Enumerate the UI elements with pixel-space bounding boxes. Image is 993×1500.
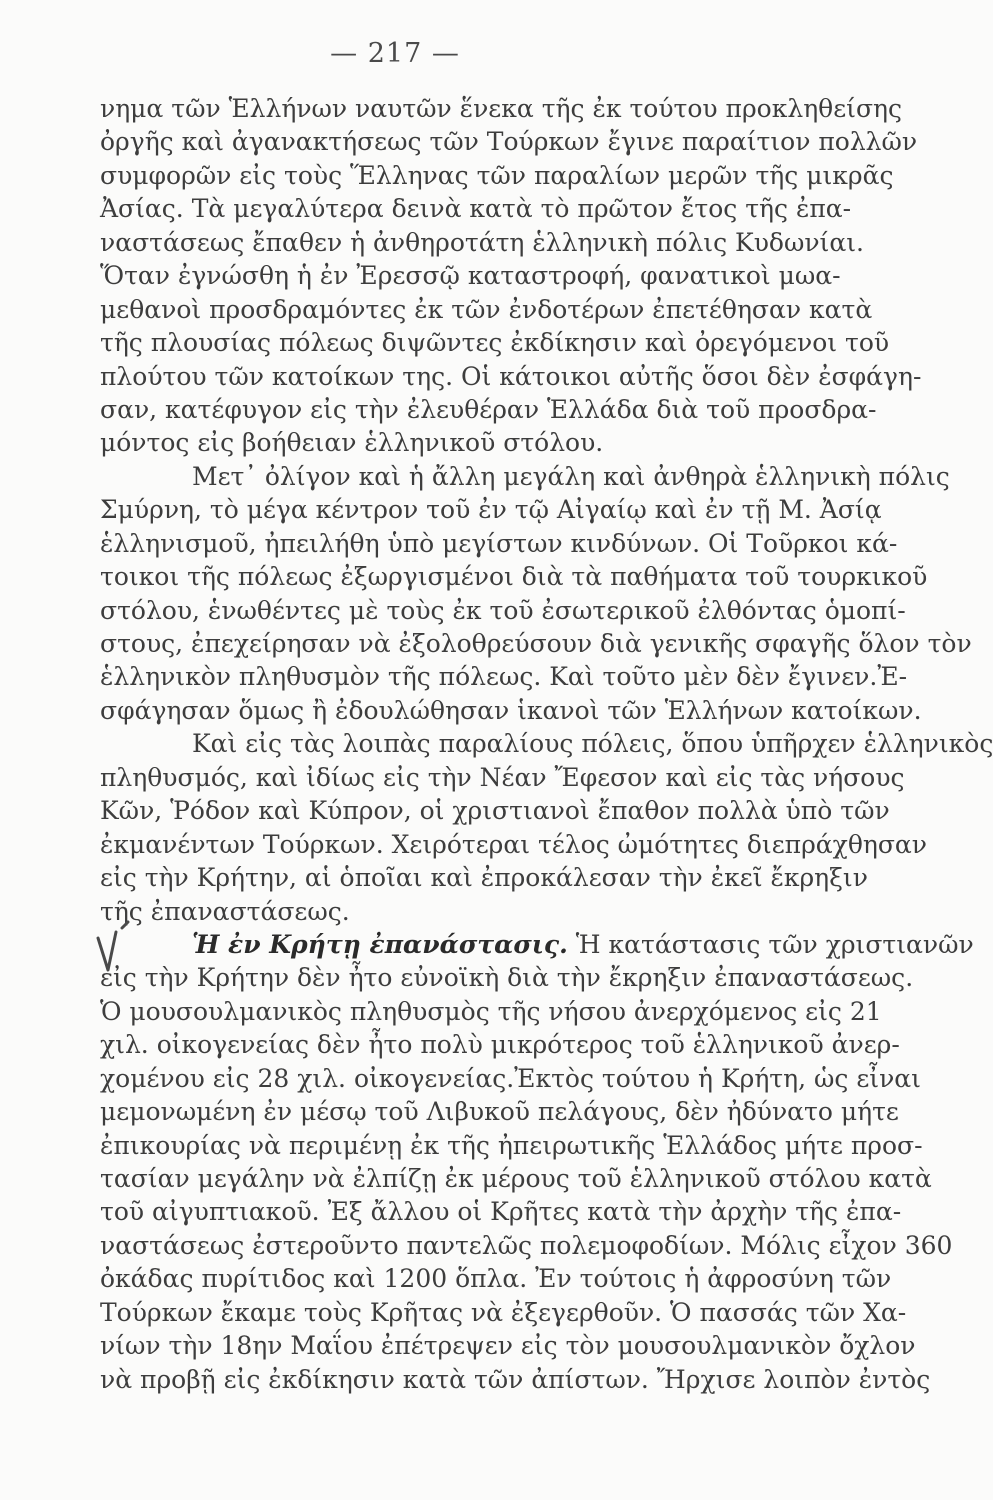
text-line: νὰ προβῇ εἰς ἐκδίκησιν κατὰ τῶν ἀπίστων. Ἤρχισε λοιπὸν ἐντὸς (100, 1364, 931, 1394)
text-line: τῆς πλουσίας πόλεως διψῶντες ἐκδίκησιν καὶ ὀρεγόμενοι τοῦ (100, 328, 890, 358)
text-line: εἰς τὴν Κρήτην, αἱ ὁποῖαι καὶ ἐπροκάλεσαν τὴν ἐκεῖ ἔκρηξιν (100, 863, 868, 893)
text-line: χιλ. οἰκογενείας δὲν ἦτο πολὺ μικρότερος τοῦ ἑλληνικοῦ ἀνερ- (100, 1030, 900, 1060)
text-line: τοῦ αἰγυπτιακοῦ. Ἐξ ἄλλου οἱ Κρῆτες κατὰ τὴν ἀρχὴν τῆς ἐπα- (100, 1197, 902, 1227)
text-line: Τούρκων ἔκαμε τοὺς Κρῆτας νὰ ἐξεγερθοῦν. Ὁ πασσάς τῶν Χα- (100, 1297, 907, 1327)
text-line: τασίαν μεγάλην νὰ ἐλπίζῃ ἐκ μέρους τοῦ ἑλληνικοῦ στόλου κατὰ (100, 1164, 932, 1193)
text-line: συμφορῶν εἰς τοὺς Ἕλληνας τῶν παραλίων μερῶν τῆς μικρᾶς (100, 160, 894, 190)
page-number: — 217 — (330, 38, 460, 69)
body-text (100, 92, 993, 1396)
text-line: σφάγησαν ὅμως ἢ ἐδουλώθησαν ἱκανοὶ τῶν Ἑλλήνων κατοίκων. (100, 695, 922, 725)
text-line: σαν, κατέφυγον εἰς τὴν ἐλευθέραν Ἑλλάδα διὰ τοῦ προσδρα- (100, 394, 877, 424)
text-line: Ὁ μουσουλμανικὸς πληθυσμὸς τῆς νήσου ἀνερχόμενος εἰς 21 (100, 996, 882, 1026)
text-line: τοικοι τῆς πόλεως ἐξωργισμένοι διὰ τὰ παθήματα τοῦ τουρκικοῦ (100, 562, 928, 592)
text-line: νημα τῶν Ἑλλήνων ναυτῶν ἕνεκα τῆς ἐκ τούτου προκληθείσης (100, 94, 903, 123)
text-line: ναστάσεως ἔπαθεν ἡ ἀνθηροτάτη ἑλληνικὴ πόλις Κυδωνίαι. (100, 227, 864, 257)
text-line: στους, ἐπεχείρησαν νὰ ἐξολοθρεύσουν διὰ γενικῆς σφαγῆς ὅλον τὸν (100, 629, 972, 658)
text-line: ὀκάδας πυρίτιδος καὶ 1200 ὅπλα. Ἐν τούτοις ἡ ἀφροσύνη τῶν (100, 1264, 892, 1294)
text-line: τῆς ἐπαναστάσεως. (100, 896, 350, 926)
text-line: εἰς τὴν Κρήτην δὲν ἦτο εὐνοϊκὴ διὰ τὴν ἔκρηξιν ἐπαναστάσεως. (100, 963, 914, 993)
text-line (100, 928, 974, 961)
text-line: μόντος εἰς βοήθειαν ἑλληνικοῦ στόλου. (100, 428, 604, 458)
section-heading: Ἡ ἐν Κρήτῃ ἐπανάστασις. (192, 929, 568, 959)
text-line: Κῶν, Ῥόδον καὶ Κύπρον, οἱ χριστιανοὶ ἔπαθον πολλὰ ὑπὸ τῶν (100, 796, 890, 826)
text-line: ἐπικουρίας νὰ περιμένῃ ἐκ τῆς ἠπειρωτικῆς Ἑλλάδος μήτε προσ- (100, 1130, 923, 1160)
text-line: Ὅταν ἐγνώσθη ἡ ἐν Ἐρεσσῷ καταστροφή, φανατικοὶ μωα- (100, 261, 841, 291)
text-line: πληθυσμός, καὶ ἰδίως εἰς τὴν Νέαν Ἔφεσον καὶ εἰς τὰς νήσους (100, 762, 905, 792)
text-line-content: Ἡ κατάστασις τῶν χριστιανῶν (575, 929, 974, 959)
text-line: ἑλληνικὸν πληθυσμὸν τῆς πόλεως. Καὶ τοῦτο μὲν δὲν ἔγινεν.Ἐ- (100, 662, 908, 692)
text-line: πλούτου τῶν κατοίκων της. Οἱ κάτοικοι αὐτῆς ὅσοι δὲν ἐσφάγη- (100, 361, 922, 391)
text-line: μεθανοὶ προσδραμόντες ἐκ τῶν ἐνδοτέρων ἐπετέθησαν κατὰ (100, 294, 873, 324)
text-line: Σμύρνη, τὸ μέγα κέντρον τοῦ ἐν τῷ Αἰγαίῳ καὶ ἐν τῇ Μ. Ἀσίᾳ (100, 495, 882, 525)
text-line: ὀργῆς καὶ ἀγανακτήσεως τῶν Τούρκων ἔγινε παραίτιον πολλῶν (100, 127, 918, 157)
text-line: Καὶ εἰς τὰς λοιπὰς παραλίους πόλεις, ὅπου ὑπῆρχεν ἑλληνικὸς (192, 729, 993, 759)
text-line: χομένου εἰς 28 χιλ. οἰκογενείας.Ἐκτὸς τούτου ἡ Κρήτη, ὡς εἶναι (100, 1063, 921, 1093)
text-line: Μετ᾽ ὀλίγον καὶ ἡ ἄλλη μεγάλη καὶ ἀνθηρὰ ἑλληνικὴ πόλις (192, 461, 950, 491)
text-line: ἐκμανέντων Τούρκων. Χειρότεραι τέλος ὠμότητες διεπράχθησαν (100, 829, 928, 859)
text-line: ναστάσεως ἐστεροῦντο παντελῶς πολεμοφοδίων. Μόλις εἶχον 360 (100, 1230, 953, 1260)
text-line: νίων τὴν 18ην Μαΐου ἐπέτρεψεν εἰς τὸν μουσουλμανικὸν ὄχλον (100, 1331, 916, 1361)
text-line: ἑλληνισμοῦ, ἠπειλήθη ὑπὸ μεγίστων κινδύνων. Οἱ Τοῦρκοι κά- (100, 528, 898, 558)
text-line: στόλου, ἑνωθέντες μὲ τοὺς ἐκ τοῦ ἐσωτερικοῦ ἐλθόντας ὁμοπί- (100, 595, 906, 625)
handwritten-checkmark-icon (92, 918, 132, 978)
text-line: μεμονωμένη ἐν μέσῳ τοῦ Λιβυκοῦ πελάγους, δὲν ἠδύνατο μήτε (100, 1097, 899, 1127)
text-line: Ἀσίας. Τὰ μεγαλύτερα δεινὰ κατὰ τὸ πρῶτον ἔτος τῆς ἐπα- (100, 194, 852, 224)
